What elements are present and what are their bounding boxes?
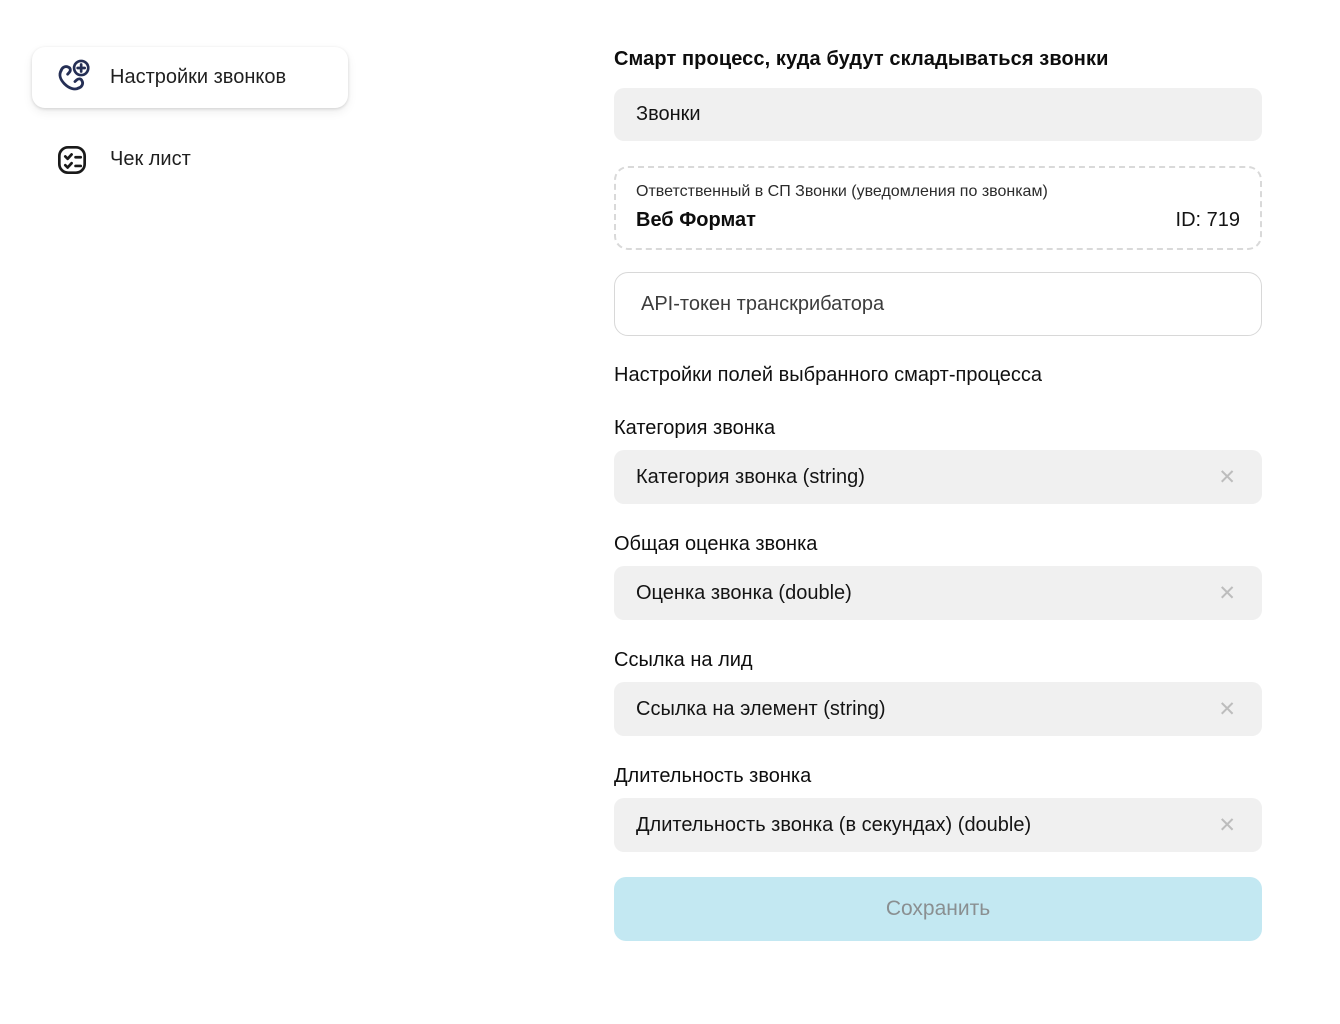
field-label: Общая оценка звонка [614,533,818,555]
call-settings-form [614,44,1262,941]
fields-section-title: Настройки полей выбранного смарт-процесса [614,364,1043,386]
phone-add-icon [52,58,92,98]
clear-field-icon[interactable]: ✕ [1212,579,1242,608]
sidebar [32,47,348,190]
api-token-input[interactable] [614,272,1262,336]
field-label: Категория звонка [614,417,776,439]
clear-field-icon[interactable]: ✕ [1212,695,1242,724]
sidebar-item-call-settings[interactable] [32,47,348,108]
field-label: Ссылка на лид [614,649,753,671]
field-value: Категория звонка (string) [636,465,865,488]
field-value: Длительность звонка (в секундах) (double) [636,813,1032,836]
save-button[interactable]: Сохранить [614,877,1262,941]
clear-field-icon[interactable]: ✕ [1212,811,1242,840]
field-group-lead-link [614,649,1262,736]
smart-process-label: Смарт процесс, куда будут складываться звонки [614,48,1109,70]
clear-field-icon[interactable]: ✕ [1212,463,1242,492]
field-value: Ссылка на элемент (string) [636,697,886,720]
responsible-name: Веб Формат [636,209,756,231]
checklist-icon [52,140,92,180]
field-value: Оценка звонка (double) [636,581,852,604]
field-select[interactable] [614,450,1262,504]
sidebar-item-label: Настройки звонков [110,66,287,88]
field-select[interactable] [614,682,1262,736]
field-group-call-category [614,417,1262,504]
responsible-id: ID: 719 [1175,209,1240,231]
sidebar-item-checklist[interactable] [32,129,348,190]
responsible-caption: Ответственный в СП Звонки (уведомления по звонкам) [636,183,1048,200]
responsible-card[interactable] [614,166,1262,250]
smart-process-select[interactable] [614,88,1262,141]
field-select[interactable] [614,798,1262,852]
field-label: Длительность звонка [614,765,812,787]
responsible-row [636,209,1240,232]
field-select[interactable] [614,566,1262,620]
field-group-call-score [614,533,1262,620]
field-group-call-duration [614,765,1262,852]
smart-process-value: Звонки [636,103,701,125]
sidebar-item-label: Чек лист [110,148,191,170]
